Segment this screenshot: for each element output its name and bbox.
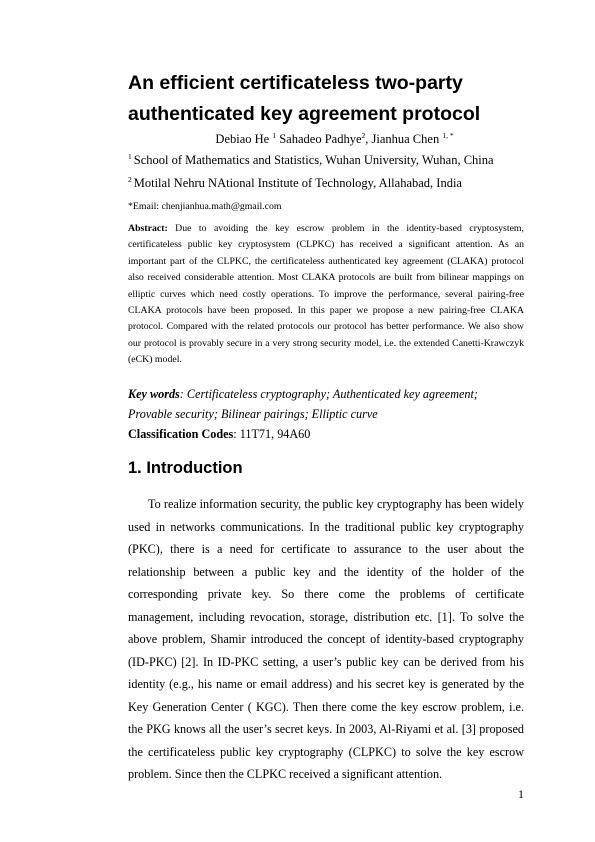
author-affiliation-mark: 1	[272, 131, 277, 140]
title-line-2: authenticated key agreement protocol	[128, 103, 481, 125]
affiliation-text: School of Mathematics and Statistics, Wuhan University, Wuhan, China	[133, 153, 494, 167]
author-affiliation-mark: 2	[361, 131, 366, 140]
author-name: Debiao He	[215, 132, 270, 146]
author-name: Jianhua Chen	[371, 132, 440, 146]
abstract-text: Due to avoiding the key escrow problem in the identity-based cryptosystem, certificateless public key cryptosystem (CLPKC) has received a significant attention. As an important part of the CLPKC, the certificateless authenticated key agreement (CLAKA) protocol also received considerable attention. Most CLAKA protocols are built from bilinear mappings on elliptic curves which need costly operations. To improve the performance, several pairing-free CLAKA protocols have been proposed. In this paper we propose a new pairing-free CLAKA protocol. Compared with the related protocols our protocol has better performance. We also show our protocol is provably secure in a very strong security model, i.e. the extended Canetti-Krawczyk (eCK) model.	[128, 223, 524, 366]
author-list: Debiao He $^1$ Sahadeo Padhye$^2$, Jianhua Chen $^{1, *}$	[215, 131, 454, 146]
affiliation-number: 2	[128, 175, 132, 184]
classification-label: Classification Codes	[128, 427, 234, 441]
title-line-1: An efficient certificateless two-party	[128, 72, 463, 94]
author-affiliation-mark: 1, *	[442, 131, 454, 140]
keywords-text: : Certificateless cryptography; Authenticated key agreement; Provable security; Bilinear pairings; Elliptic curve	[128, 387, 478, 421]
affiliation-text: Motilal Nehru NAtional Institute of Technology, Allahabad, India	[133, 176, 462, 190]
affiliation-number: 1	[128, 152, 132, 161]
abstract-label: Abstract:	[128, 223, 168, 234]
section-heading: 1. Introduction	[128, 459, 243, 477]
abstract	[128, 221, 524, 369]
affiliation	[128, 175, 462, 191]
classification-codes	[128, 426, 310, 442]
paper-title	[128, 68, 528, 130]
body-paragraph: To realize information security, the public key cryptography has been widely used in networks communications. In the traditional public key cryptography (PKC), there is a need for certificate to assurance to the user about the relationship between a public key and the identity of the holder of the corresponding private key. So there come the problems of certificate management, including revocation, storage, distribution etc. [1]. To solve the above problem, Shamir introduced the concept of identity-based cryptography (ID-PKC) [2]. In ID-PKC setting, a user’s public key can be derived from his identity (e.g., his name or email address) and his secret key is generated by the Key Generation Center ( KGC). Then there come the key escrow problem, i.e. the PKG knows all the user’s secret keys. In 2003, Al-Riyami et al. [3] proposed the certificateless public key cryptography (CLPKC) to solve the key escrow problem. Since then the CLPKC received a significant attention.	[128, 497, 524, 781]
corresponding-email: *Email: chenjianhua.math@gmail.com	[128, 201, 282, 212]
author-name: Sahadeo Padhye	[279, 132, 362, 146]
classification-text: : 11T71, 94A60	[233, 427, 311, 441]
affiliation	[128, 152, 494, 168]
keywords	[128, 384, 524, 424]
keywords-label: Key words	[128, 387, 180, 401]
page-number: 1	[518, 787, 524, 801]
